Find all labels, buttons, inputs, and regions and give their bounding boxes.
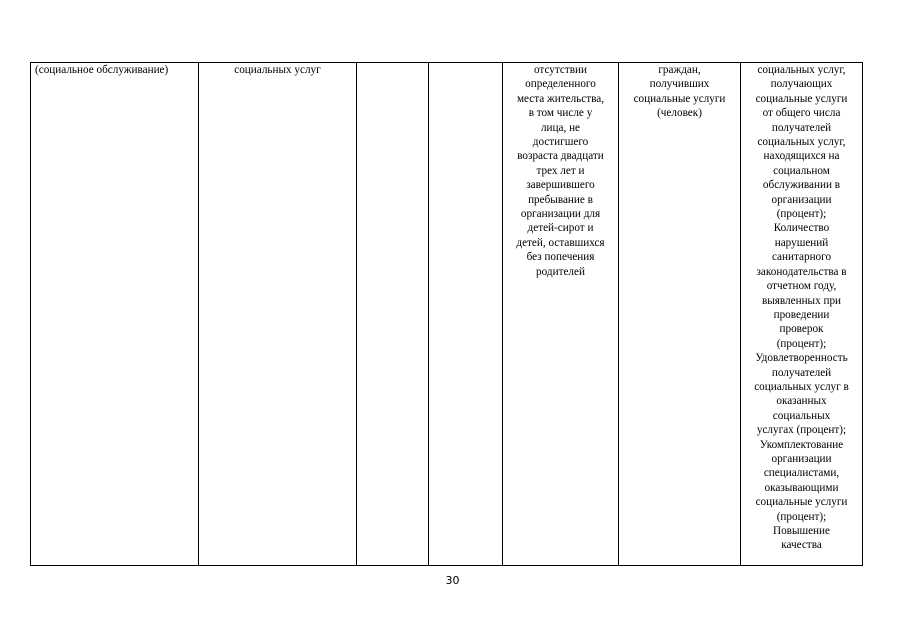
cell-col5 [503, 63, 619, 566]
cell-col7 [741, 63, 863, 566]
cell-text-line: социальные услуги [633, 92, 726, 105]
cell-text-line: детей, оставшихся [516, 236, 605, 249]
cell-text-line: получивших [649, 78, 710, 91]
page-number: 30 [445, 574, 460, 587]
cell-text-line: получателей [771, 121, 832, 134]
cell-text-line: качества [781, 539, 822, 552]
cell-text-line: законодательства в [756, 265, 847, 278]
cell-text-line: завершившего [526, 179, 595, 192]
cell-text-line: пребывание в [528, 193, 593, 206]
cell-text-line: (процент); [776, 510, 827, 523]
cell-text-line: отсутствии [533, 64, 588, 76]
cell-text-line: нарушений [774, 236, 829, 249]
cell-col2 [199, 63, 357, 566]
cell-text-line: выявленных при [761, 294, 842, 307]
cell-text-line: определенного [525, 78, 596, 91]
cell-text-line: социальных услуг, [757, 136, 846, 149]
cell-text-line: проверок [779, 323, 824, 336]
cell-text-line: социальных услуг, [757, 64, 846, 76]
cell-text-line: (процент); [776, 208, 827, 221]
cell-text-line: (социальное обслуживание) [35, 64, 169, 76]
cell-text-line: получателей [771, 366, 832, 379]
cell-text-line: без попечения [526, 251, 595, 264]
cell-text-line: Повышение [773, 525, 830, 537]
cell-text-line: детей-сирот и [527, 222, 594, 235]
cell-text-line: социальных услуг в [754, 380, 849, 393]
cell-text-line: получающих [770, 78, 833, 91]
cell-text-line: (человек) [657, 107, 702, 120]
cell-text-line: находящихся на [763, 150, 840, 163]
cell-text-line: лица, не [540, 121, 581, 134]
cell-text-line: социальных [772, 409, 831, 422]
cell-text-line: специалистами, [763, 467, 840, 480]
cell-text-line: социальном [773, 164, 830, 177]
cell-col6 [619, 63, 741, 566]
cell-col4 [429, 63, 503, 566]
cell-text-line: оказанных [776, 395, 827, 408]
cell-col3 [357, 63, 429, 566]
table-row [31, 63, 863, 566]
document-table [30, 62, 863, 566]
cell-text-line: услугах (процент); [756, 424, 847, 437]
cell-text-line: (процент); [776, 337, 827, 350]
cell-text-line: санитарного [771, 251, 832, 264]
cell-text-line: социальные услуги [755, 92, 848, 105]
cell-text-line: места жительства, [516, 92, 605, 105]
cell-text-line: в том числе у [528, 107, 593, 120]
cell-text-line: социальные услуги [755, 496, 848, 509]
cell-text-line: проведении [773, 308, 830, 321]
cell-text-line: трех лет и [536, 164, 585, 177]
cell-text-line: оказывающими [764, 481, 839, 494]
cell-text-line: от общего числа [762, 107, 841, 120]
cell-text-line: отчетном году, [766, 280, 837, 293]
cell-text-line: Удовлетворенность [755, 352, 848, 365]
cell-text-line: социальных услуг [234, 64, 321, 76]
cell-text-line: Количество [773, 222, 830, 235]
cell-text-line: Укомплектование [759, 438, 844, 451]
cell-text-line: организации для [520, 208, 601, 221]
cell-text-line: родителей [536, 265, 585, 278]
cell-col1 [31, 63, 199, 566]
cell-text-line: возраста двадцати [517, 150, 604, 163]
cell-text-line: организации [771, 452, 832, 465]
cell-text-line: граждан, [658, 64, 701, 76]
cell-text-line: достигшего [532, 136, 589, 149]
cell-text-line: обслуживании в [762, 179, 841, 192]
cell-text-line: организации [771, 193, 832, 206]
